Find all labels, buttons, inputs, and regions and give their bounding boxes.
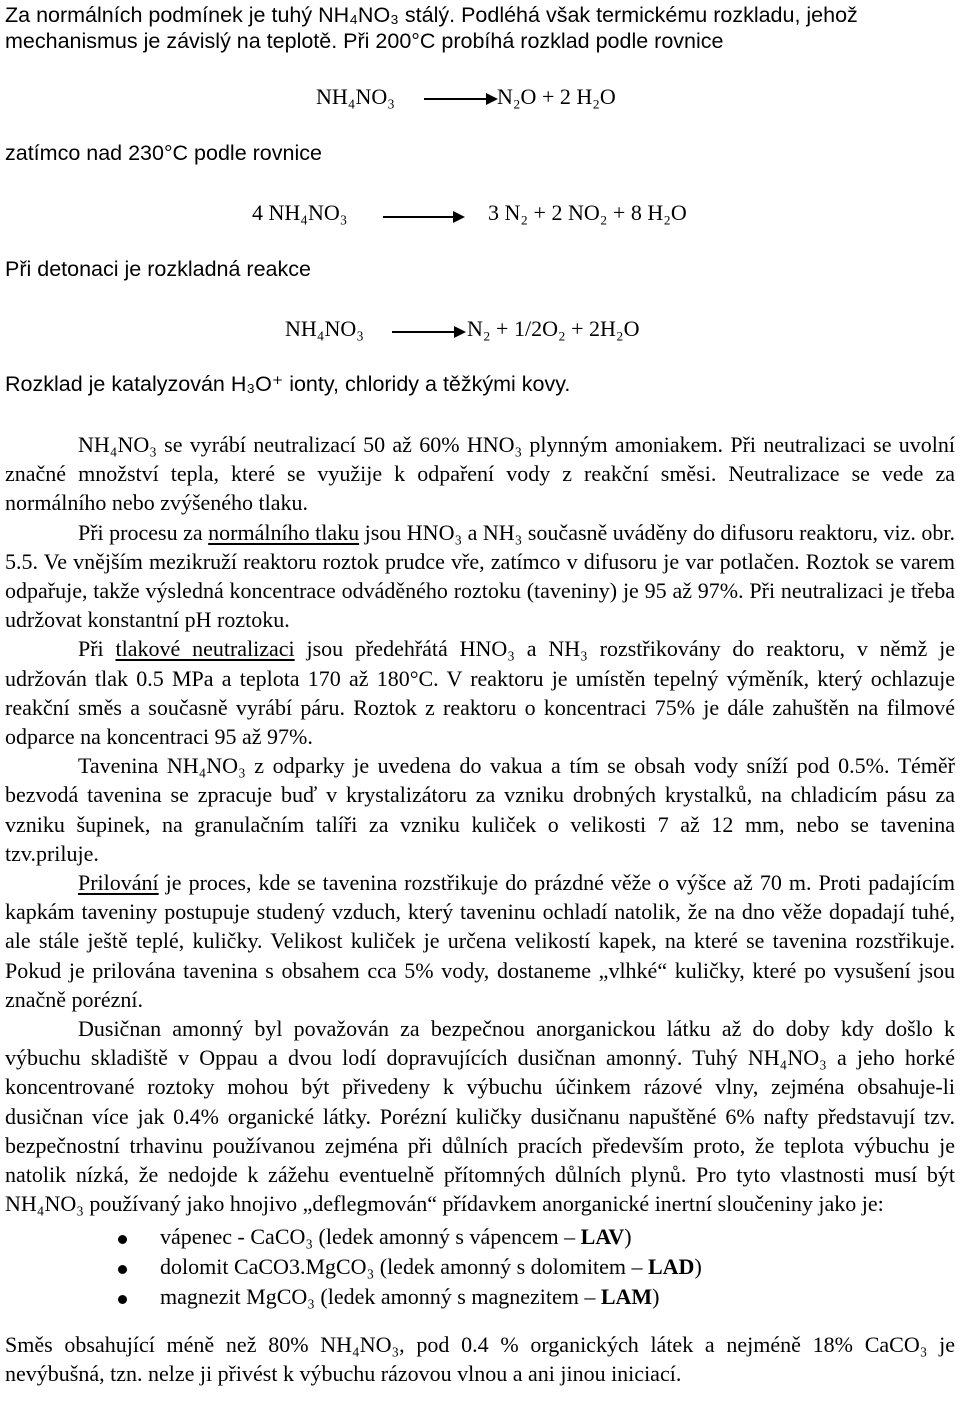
bullet-text: magnezit MgCO₃ (ledek amonný s magnezitem – [160, 1284, 601, 1309]
equation-3-reactant: NH₄NO₃ [285, 316, 364, 341]
paragraph-production: NH₄NO₃ se vyrábí neutralizací 50 až 60% HNO₃ plynným amoniakem. Při neutralizaci se uvolní značné množství tepla, které se využije k odpaření vody z reakční směsi. Neutralizace se vede za normálního nebo zvýšeného tlaku. [5, 432, 955, 516]
bullet-dot [118, 1235, 127, 1244]
p3-rest: jsou předehřátá HNO₃ a NH₃ rozstřikovány do reaktoru, v němž je udržován tlak 0.5 MPa a teplota 170 až 180°C. V reaktoru je umístěn tepelný výměník, který ochlazuje reakční směs a současně vyrábí páru. Roztok z reaktoru o koncentraci 75% je dále zahuštěn na filmové odparce na koncentraci 95 až 97%. [5, 636, 955, 750]
equation-1-products: N₂O + 2 H₂O [497, 84, 616, 109]
label-above-230: zatímco nad 230°C podle rovnice [5, 141, 322, 165]
intro-line-1: Za normálních podmínek je tuhý NH₄NO₃ stálý. Podléhá však termickému rozkladu, jehož [5, 3, 858, 27]
bullet-end: ) [694, 1254, 702, 1279]
bullet-abbr: LAV [580, 1224, 625, 1249]
bullet-text: vápenec - CaCO₃ (ledek amonný s vápencem – [160, 1224, 581, 1249]
bullet-dot [118, 1295, 127, 1304]
bullet-text: dolomit CaCO3.MgCO₃ (ledek amonný s dolomitem – [160, 1254, 648, 1279]
paragraph-prilling [5, 868, 955, 1014]
bullet-abbr: LAM [600, 1284, 653, 1309]
p5-rest: je proces, kde se tavenina rozstřikuje do prázdné věže o výšce až 70 m. Proti padajícím kapkám taveniny postupuje studený vzduch, který taveninu ochladí natolik, že na dno věže dopadají tuhé, ale stále ještě teplé, kuličky. Velikost kuliček je určena velikostí kapek, na které se tavenina rozstřikuje. Pokud je prilována tavenina s obsahem cca 5% vody, dostaneme „vlhké“ kuličky, které po vysušení jsou značně porézní. [5, 870, 955, 1012]
paragraph-melt: Tavenina NH₄NO₃ z odparky je uvedena do vakua a tím se obsah vody sníží pod 0.5%. Téměř bezvodá tavenina se zpracuje buď v krystalizátoru za vzniku drobných krystalků, na chladicím pásu za vzniku šupinek, na granulačním talíři za vzniku kuliček o velikosti 7 až 12 mm, nebo se tavenina tzv.priluje. [5, 753, 955, 866]
bullet-dot [118, 1265, 127, 1274]
equation-1-reactant: NH₄NO₃ [316, 84, 395, 109]
bullet-abbr: LAD [647, 1254, 695, 1279]
paragraph-safety: Dusičnan amonný byl považován za bezpečnou anorganickou látku až do doby kdy došlo k výbuchu skladiště v Oppau a dvou lodí dopravujících dusičnan amonný. Tuhý NH₄NO₃ a jeho horké koncentrované roztoky mohou být přivedeny k výbuchu účinkem rázové vlny, zejména obsahuje-li dusičnan více jak 0.4% organické látky. Porézní kuličky dusičnanu napuštěné 6% nafty představují tzv. bezpečnostní trhavinu používanou zejména při důlních pracích především proto, že teplota výbuchu je natolik nízká, že nedojde k zážehu eventuelně přítomných důlních plynů. Pro tyto vlastnosti musí být NH₄NO₃ používaný jako hnojivo „deflegmován“ přídavkem anorganické inertní sloučeniny jako je: [5, 1016, 955, 1217]
paragraph-pressure-neutralization [5, 634, 955, 751]
equation-2-reactant: 4 NH₄NO₃ [252, 200, 348, 225]
catalysis-sentence: Rozklad je katalyzován H₃O⁺ ionty, chloridy a těžkými kovy. [5, 372, 571, 396]
equation-2-arrow [383, 216, 463, 218]
term-normal-pressure: normálního tlaku [208, 519, 360, 545]
bullet-end: ) [652, 1284, 660, 1309]
closing-paragraph: Směs obsahující méně než 80% NH₄NO₃, pod 0.4 % organických látek a nejméně 18% CaCO₃ je nevýbušná, tzn. nelze ji přivést k výbuchu rázovou vlnou a ani jinou iniciací. [5, 1332, 955, 1387]
equation-1-arrow [424, 98, 496, 100]
p3-start: Při [78, 636, 116, 662]
paragraph-normal-pressure [5, 518, 955, 635]
equation-3-arrow [392, 331, 464, 333]
term-prilling: Prilování [78, 870, 159, 896]
term-pressure-neutralization: tlakové neutralizaci [115, 636, 295, 662]
p2-start: Při procesu za [78, 519, 209, 545]
intro-line-2: mechanismus je závislý na teplotě. Při 200°C probíhá rozklad podle rovnice [5, 29, 724, 53]
equation-3-products: N₂ + 1/2O₂ + 2H₂O [467, 316, 640, 341]
p2-rest: jsou HNO₃ a NH₃ současně uváděny do difusoru reaktoru, viz. obr. 5.5. Ve vnějším mezikruží reaktoru roztok prudce vře, zatímco v difusoru je var potlačen. Roztok se varem odpařuje, takže výsledná koncentrace odváděného roztoku (taveniny) je 95 až 97%. Při neutralizaci je třeba udržovat konstantní pH roztoku. [5, 519, 955, 633]
body-text [5, 430, 955, 1218]
bullet-end: ) [624, 1224, 632, 1249]
equation-2-products: 3 N₂ + 2 NO₂ + 8 H₂O [488, 200, 687, 225]
label-detonation: Při detonaci je rozkladná reakce [5, 257, 311, 281]
